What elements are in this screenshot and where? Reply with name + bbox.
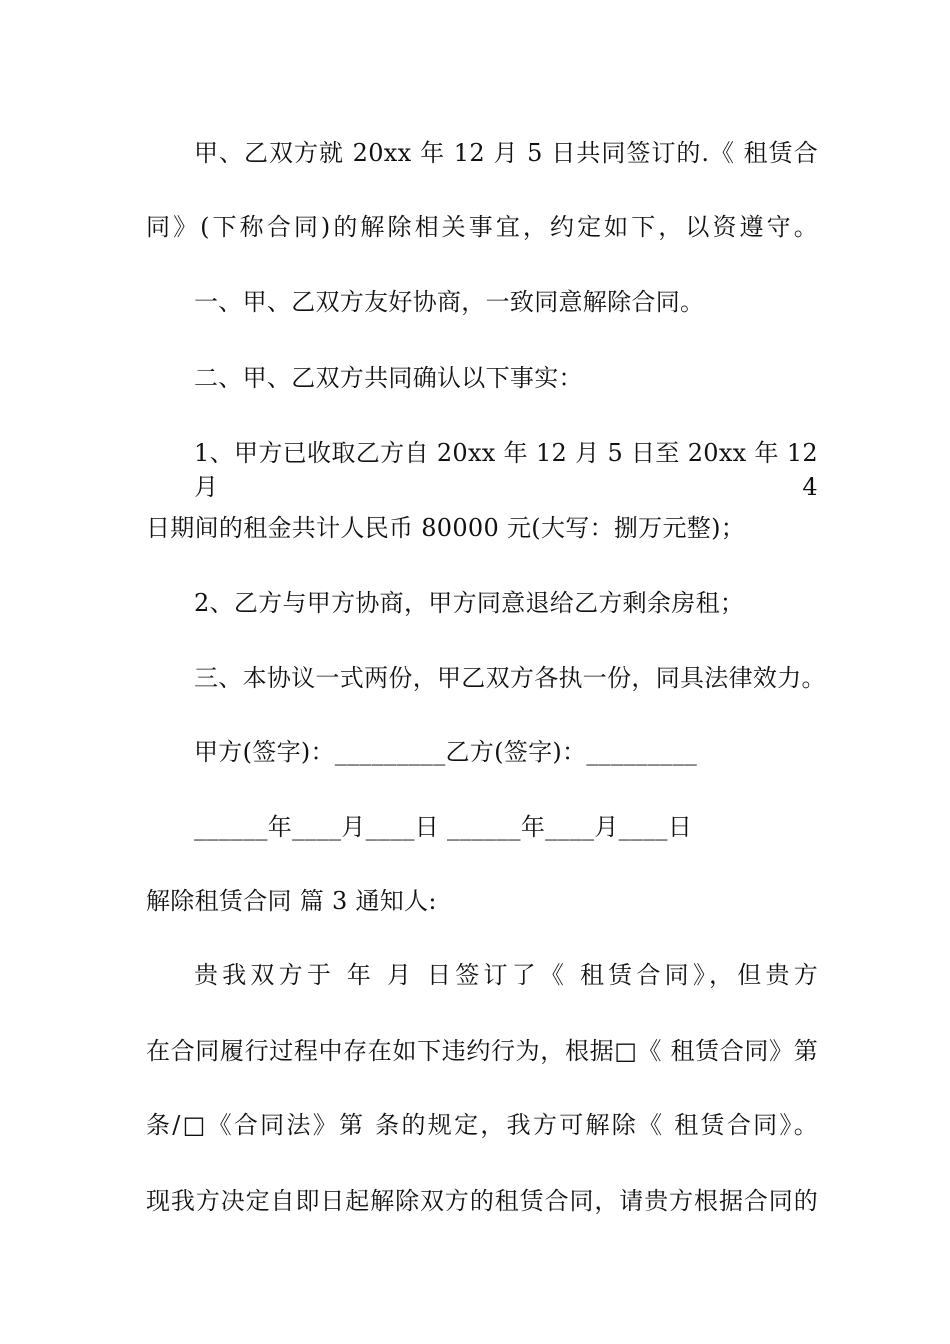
- clause-three: 三、本协议一式两份，甲乙双方各执一份，同具法律效力。: [194, 664, 826, 692]
- notice-line-2: 在合同履行过程中存在如下违约行为，根据□《 租赁合同》第: [146, 1037, 818, 1065]
- notice-line-1: 贵我双方于 年 月 日签订了《 租赁合同》，但贵方: [194, 961, 818, 989]
- paragraph-intro-line-2: 同》(下称合同)的解除相关事宜，约定如下，以资遵守。: [146, 213, 818, 241]
- fact-two: 2、乙方与甲方协商，甲方同意退给乙方剩余房租；: [194, 589, 745, 617]
- fact-one-line-1: 1、甲方已收取乙方自 20xx 年 12 月 5 日至 20xx 年 12 月 4: [194, 439, 818, 501]
- signature-line: 甲方(签字)：_________乙方(签字)：_________: [194, 738, 698, 766]
- notice-line-4: 现我方决定自即日起解除双方的租赁合同，请贵方根据合同的: [146, 1187, 818, 1215]
- section-heading: 解除租赁合同 篇 3 通知人:: [146, 887, 437, 915]
- notice-line-3: 条/□《合同法》第 条的规定，我方可解除《 租赁合同》。: [146, 1111, 818, 1139]
- date-line: ______年____月____日 ______年____月____日: [194, 813, 693, 841]
- paragraph-intro-line-1: 甲、乙双方就 20xx 年 12 月 5 日共同签订的.《 租赁合: [194, 139, 818, 167]
- clause-one: 一、甲、乙双方友好协商，一致同意解除合同。: [194, 288, 705, 316]
- clause-two: 二、甲、乙双方共同确认以下事实：: [194, 364, 583, 392]
- fact-one-line-2: 日期间的租金共计人民币 80000 元(大写：捌万元整)；: [146, 514, 746, 542]
